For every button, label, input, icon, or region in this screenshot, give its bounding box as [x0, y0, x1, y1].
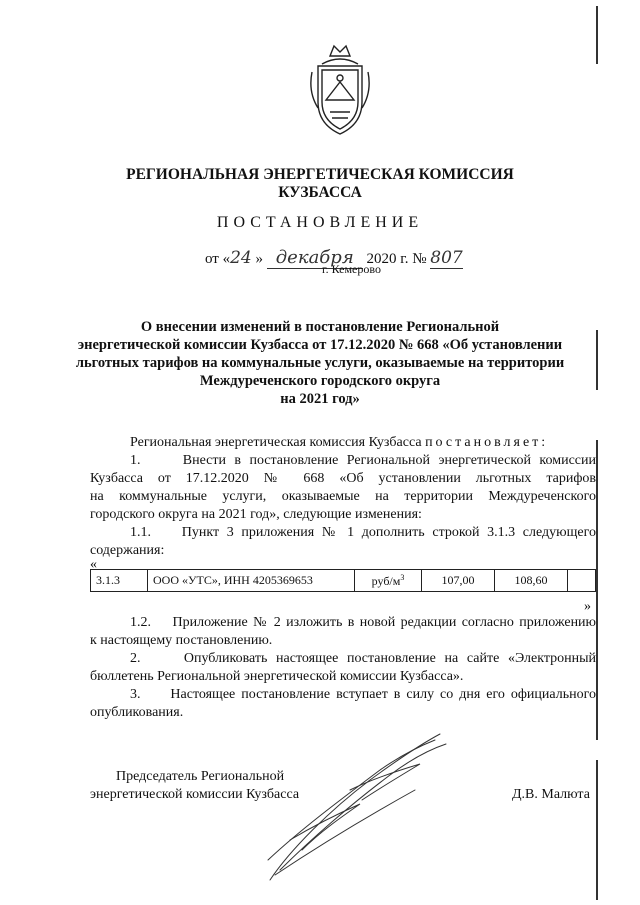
date-prefix: от «: [205, 251, 231, 267]
intro-paragraph: [130, 434, 636, 452]
item-text: Приложение № 2 изложить в новой редакции согласно приложению: [172, 615, 597, 630]
table-row: [91, 570, 596, 592]
intro-text: Региональная энергетическая комиссия Кузбасса: [130, 435, 426, 450]
title-line: на 2021 год»: [280, 391, 360, 407]
item-2-line: [130, 650, 596, 668]
item-text: Пункт 3 приложения № 1 дополнить строкой 3.1.3 следующего: [181, 525, 597, 540]
row-code: 3.1.3: [91, 570, 148, 592]
row-unit: [355, 570, 422, 592]
intro-verb: постановляет:: [425, 435, 549, 450]
scan-edge-line: [596, 440, 598, 740]
row-empty: [568, 570, 596, 592]
item-3-line: [130, 686, 596, 704]
item-1-2-line: к настоящему постановлению.: [90, 633, 273, 648]
item-number: 2.: [130, 651, 141, 666]
item-2-line: бюллетень Региональной энергетической комиссии Кузбасса».: [90, 669, 464, 684]
title-line: энергетической комиссии Кузбасса от 17.12.2020 № 668 «Об установлении: [77, 337, 563, 353]
city: г. Кемерово: [322, 262, 381, 276]
item-number: 1.1.: [130, 525, 151, 540]
title-line: льготных тарифов на коммунальные услуги, оказываемые на территории: [75, 355, 565, 371]
signatory-position-line: энергетической комиссии Кузбасса: [90, 787, 300, 802]
item-number: 1.2.: [130, 615, 151, 630]
unit-superscript: 3: [400, 572, 405, 582]
unit-text: руб/м: [371, 573, 401, 588]
tariff-table: [90, 569, 596, 592]
item-text: Настоящее постановление вступает в силу со дня его официального: [170, 687, 597, 702]
item-number: 3.: [130, 687, 141, 702]
item-text: Опубликовать настоящее постановление на сайте «Электронный: [183, 651, 597, 666]
item-1-1-line: [130, 524, 596, 542]
row-value-1: 107,00: [422, 570, 495, 592]
row-organization: ООО «УТС», ИНН 4205369653: [148, 570, 355, 592]
item-1-line: Кузбасса от 17.12.2020 № 668 «Об установлении льготных тарифов: [90, 471, 596, 486]
date-day: 24: [230, 248, 252, 268]
signatory-position-line: Председатель Региональной: [116, 769, 285, 784]
title-line: О внесении изменений в постановление Региональной: [140, 319, 500, 335]
organization-name: РЕГИОНАЛЬНАЯ ЭНЕРГЕТИЧЕСКАЯ КОМИССИЯ: [126, 166, 514, 183]
item-1-line: на коммунальные услуги, оказываемые на территории Междуреченского: [90, 489, 596, 504]
item-1-2-line: [130, 614, 596, 632]
scan-edge-line: [596, 760, 598, 900]
document-type: ПОСТАНОВЛЕНИЕ: [216, 214, 424, 231]
handwritten-signature: [250, 720, 460, 890]
close-quote: »: [584, 599, 591, 614]
date-month: декабря: [267, 247, 363, 269]
document-number: 807: [430, 248, 463, 268]
title-line: Междуреченского городского округа: [199, 373, 441, 389]
row-value-2: 108,60: [495, 570, 568, 592]
item-1-line: городского округа на 2021 год», следующие изменения:: [90, 507, 422, 522]
scan-edge-line: [596, 6, 598, 64]
coat-of-arms-icon: [308, 42, 372, 138]
open-quote: «: [90, 557, 97, 572]
item-text: Внести в постановление Региональной энергетической комиссии: [182, 453, 596, 468]
item-1-1-line: содержания:: [90, 543, 165, 558]
signatory-name: Д.В. Малюта: [512, 787, 590, 802]
date-mid: »: [255, 251, 263, 267]
date-year: 2020 г. №: [366, 251, 427, 267]
item-3-line: опубликования.: [90, 705, 184, 720]
item-number: 1.: [130, 453, 141, 468]
item-1-line: [130, 452, 596, 470]
organization-name-region: КУЗБАССА: [278, 184, 362, 201]
